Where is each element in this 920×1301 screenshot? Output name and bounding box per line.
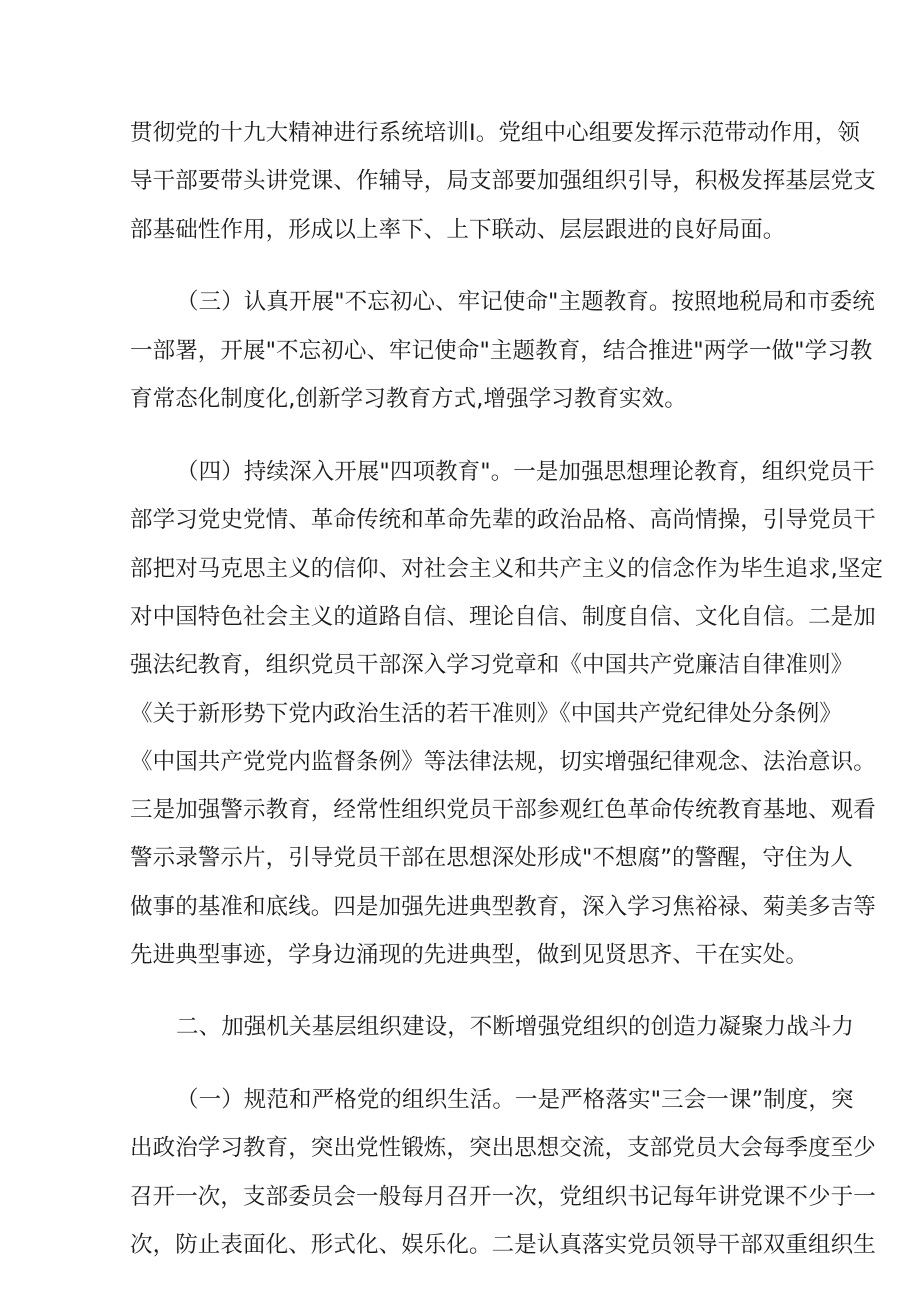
text-line: 警示录警示片，引导党员干部在思想深处形成"不想腐”的警醒，守住为人: [130, 845, 853, 871]
text-line: 部学习党史党情、革命传统和革命先辈的政治品格、高尚情操，引导党员干: [130, 507, 876, 533]
text-line: （三）认真开展"不忘初心、牢记使命"主题教育。按照地税局和市委统: [176, 289, 875, 315]
text-line: 部把对马克思主义的信仰、对社会主义和共产主义的信念作为毕生追求,坚定: [130, 556, 884, 582]
text-line: 育常态化制度化,创新学习教育方式,增强学习教育实效。: [130, 386, 687, 412]
text-line: （一）规范和严格党的组织生活。一是严格落实"三会一课”制度，突: [176, 1087, 854, 1113]
text-line: 贯彻党的十九大精神进行系统培训I。党组中心组要发挥示范带动作用，领: [130, 120, 860, 146]
text-line: 三是加强警示教育，经常性组织党员干部参观红色革命传统教育基地、观看: [130, 797, 876, 823]
text-line: 做事的基准和底线。四是加强先进典型教育，深入学习焦裕禄、菊美多吉等: [130, 894, 876, 920]
text-line: 部基础性作用，形成以上率下、上下联动、层层跟进的良好局面。: [130, 217, 786, 243]
text-line: 出政治学习教育，突出党性锻炼，突出思想交流，支部党员大会每季度至少: [130, 1135, 876, 1161]
text-line: 对中国特色社会主义的道路自信、理论自信、制度自信、文化自信。二是加: [130, 604, 876, 630]
text-line: 次，防止表面化、形式化、娱乐化。二是认真落实党员领导干部双重组织生: [130, 1232, 876, 1258]
text-line: （四）持续深入开展"四项教育"。一是加强思想理论教育，组织党员干: [176, 459, 875, 485]
text-line: 先进典型事迹，学身边涌现的先进典型，做到见贤思齐、干在实处。: [130, 942, 809, 968]
text-line: 导干部要带头讲党课、作辅导，局支部要加强组织引导，积极发挥基层党支: [130, 168, 876, 194]
text-line: 召开一次，支部委员会一般每月召开一次，党组织书记每年讲党课不少于一: [130, 1184, 876, 1210]
text-line: 《关于新形势下党内政治生活的若干准则》《中国共产党纪律处分条例》: [130, 701, 842, 727]
section-heading: 二、加强机关基层组织建设，不断增强党组织的创造力凝聚力战斗力: [176, 1014, 855, 1040]
text-line: 《中国共产党党内监督条例》等法律法规，切实增强纪律观念、法治意识。: [130, 749, 876, 775]
text-line: 强法纪教育，组织党员干部深入学习党章和《中国共产党廉洁自律准则》: [130, 652, 854, 678]
text-line: 一部署，开展"不忘初心、牢记使命"主题教育，结合推进"两学一做"学习教: [130, 338, 873, 364]
